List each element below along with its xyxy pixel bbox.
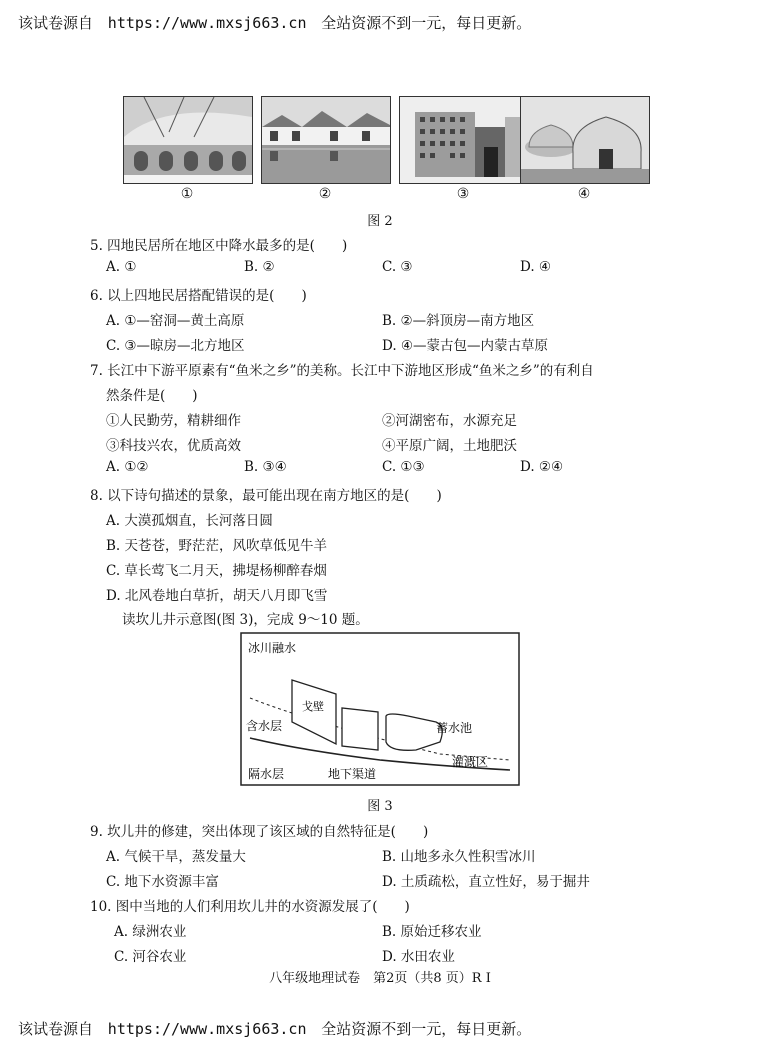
banner-url-bottom[interactable]: https://www.mxsj663.cn xyxy=(107,1020,307,1038)
q7-item-3: ③科技兴农，优质高效 xyxy=(106,438,241,454)
figure3-caption: 图 3 xyxy=(367,799,393,814)
q7-option-c[interactable]: C. ①③ xyxy=(382,459,425,475)
q8-option-c[interactable]: C. 草长莺飞二月天，拂堤杨柳醉春烟 xyxy=(106,563,327,579)
label-aquiclude: 隔水层 xyxy=(248,767,285,781)
photo-label-1: ① xyxy=(180,186,194,202)
q10-stem: 10. 图中当地的人们利用坎儿井的水资源发展了( ) xyxy=(90,899,410,915)
q9-option-c[interactable]: C. 地下水资源丰富 xyxy=(106,874,219,890)
q7-item-4: ④平原广阔，土地肥沃 xyxy=(382,438,517,454)
figure3-intro: 读坎儿井示意图(图 3)，完成 9～10 题。 xyxy=(122,612,369,628)
karez-diagram xyxy=(240,632,520,786)
q10-option-c[interactable]: C. 河谷农业 xyxy=(114,949,187,965)
photo-label-3: ③ xyxy=(456,186,470,202)
photo-label-2: ② xyxy=(318,186,332,202)
photo-cave-dwelling xyxy=(123,96,253,184)
q5-stem: 5. 四地民居所在地区中降水最多的是( ) xyxy=(90,238,348,254)
source-banner-bottom xyxy=(18,1018,531,1039)
q5-option-b[interactable]: B. ② xyxy=(244,259,275,275)
banner-suffix: 全站资源不到一元，每日更新。 xyxy=(321,14,532,32)
q5-option-d[interactable]: D. ④ xyxy=(520,259,552,275)
banner-prefix-bottom: 该试卷源自 xyxy=(18,1020,94,1038)
q6-option-b[interactable]: B. ②—斜顶房—南方地区 xyxy=(382,313,535,329)
q6-stem: 6. 以上四地民居搭配错误的是( ) xyxy=(90,288,307,304)
q9-option-b[interactable]: B. 山地多永久性积雪冰川 xyxy=(382,849,536,865)
q9-stem: 9. 坎儿井的修建，突出体现了该区域的自然特征是( ) xyxy=(90,824,429,840)
q8-option-a[interactable]: A. 大漠孤烟直，长河落日圆 xyxy=(106,513,273,529)
q10-option-b[interactable]: B. 原始迁移农业 xyxy=(382,924,482,940)
q8-option-d[interactable]: D. 北风卷地白草折，胡天八月即飞雪 xyxy=(106,588,328,604)
label-glacier-meltwater: 冰川融水 xyxy=(248,641,297,655)
q7-option-a[interactable]: A. ①② xyxy=(106,459,149,475)
banner-url[interactable]: https://www.mxsj663.cn xyxy=(107,14,307,32)
q7-item-2: ②河湖密布，水源充足 xyxy=(382,413,517,429)
q6-option-c[interactable]: C. ③—晾房—北方地区 xyxy=(106,338,245,354)
label-underground-channel: 地下渠道 xyxy=(328,767,377,781)
page-footer: 八年级地理试卷 第2页（共8 页）R I xyxy=(269,971,491,986)
photo-drying-house xyxy=(399,96,529,184)
gobi-block-2 xyxy=(342,708,378,750)
label-aquifer: 含水层 xyxy=(246,719,283,733)
q9-option-d[interactable]: D. 土质疏松，直立性好，易于掘井 xyxy=(382,874,590,890)
q7-option-b[interactable]: B. ③④ xyxy=(244,459,287,475)
photo-label-4: ④ xyxy=(577,186,591,202)
q6-option-d[interactable]: D. ④—蒙古包—内蒙古草原 xyxy=(382,338,549,354)
q8-stem: 8. 以下诗句描述的景象，最可能出现在南方地区的是( ) xyxy=(90,488,442,504)
source-banner-top xyxy=(18,12,531,33)
q7-stem-line2: 然条件是( ) xyxy=(106,388,198,404)
label-gobi: 戈壁 xyxy=(302,700,324,713)
label-reservoir: 蓄水池 xyxy=(436,721,473,735)
photo-yurt xyxy=(520,96,650,184)
q8-option-b[interactable]: B. 天苍苍，野茫茫，风吹草低见牛羊 xyxy=(106,538,328,554)
q7-option-d[interactable]: D. ②④ xyxy=(520,459,564,475)
q7-item-1: ①人民勤劳，精耕细作 xyxy=(106,413,241,429)
figure2-caption: 图 2 xyxy=(367,214,393,229)
q10-option-a[interactable]: A. 绿洲农业 xyxy=(114,924,187,940)
q7-stem-line1: 7. 长江中下游平原素有“鱼米之乡”的美称。长江中下游地区形成“鱼米之乡”的有利自 xyxy=(90,363,594,379)
banner-suffix-bottom: 全站资源不到一元，每日更新。 xyxy=(321,1020,532,1038)
banner-prefix: 该试卷源自 xyxy=(18,14,94,32)
q6-option-a[interactable]: A. ①—窑洞—黄土高原 xyxy=(106,313,245,329)
q5-option-c[interactable]: C. ③ xyxy=(382,259,413,275)
label-irrigation-area: 灌溉区 xyxy=(452,755,489,769)
photo-sloped-roof-house xyxy=(261,96,391,184)
q5-option-a[interactable]: A. ① xyxy=(106,259,137,275)
q9-option-a[interactable]: A. 气候干旱，蒸发量大 xyxy=(106,849,246,865)
q10-option-d[interactable]: D. 水田农业 xyxy=(382,949,455,965)
